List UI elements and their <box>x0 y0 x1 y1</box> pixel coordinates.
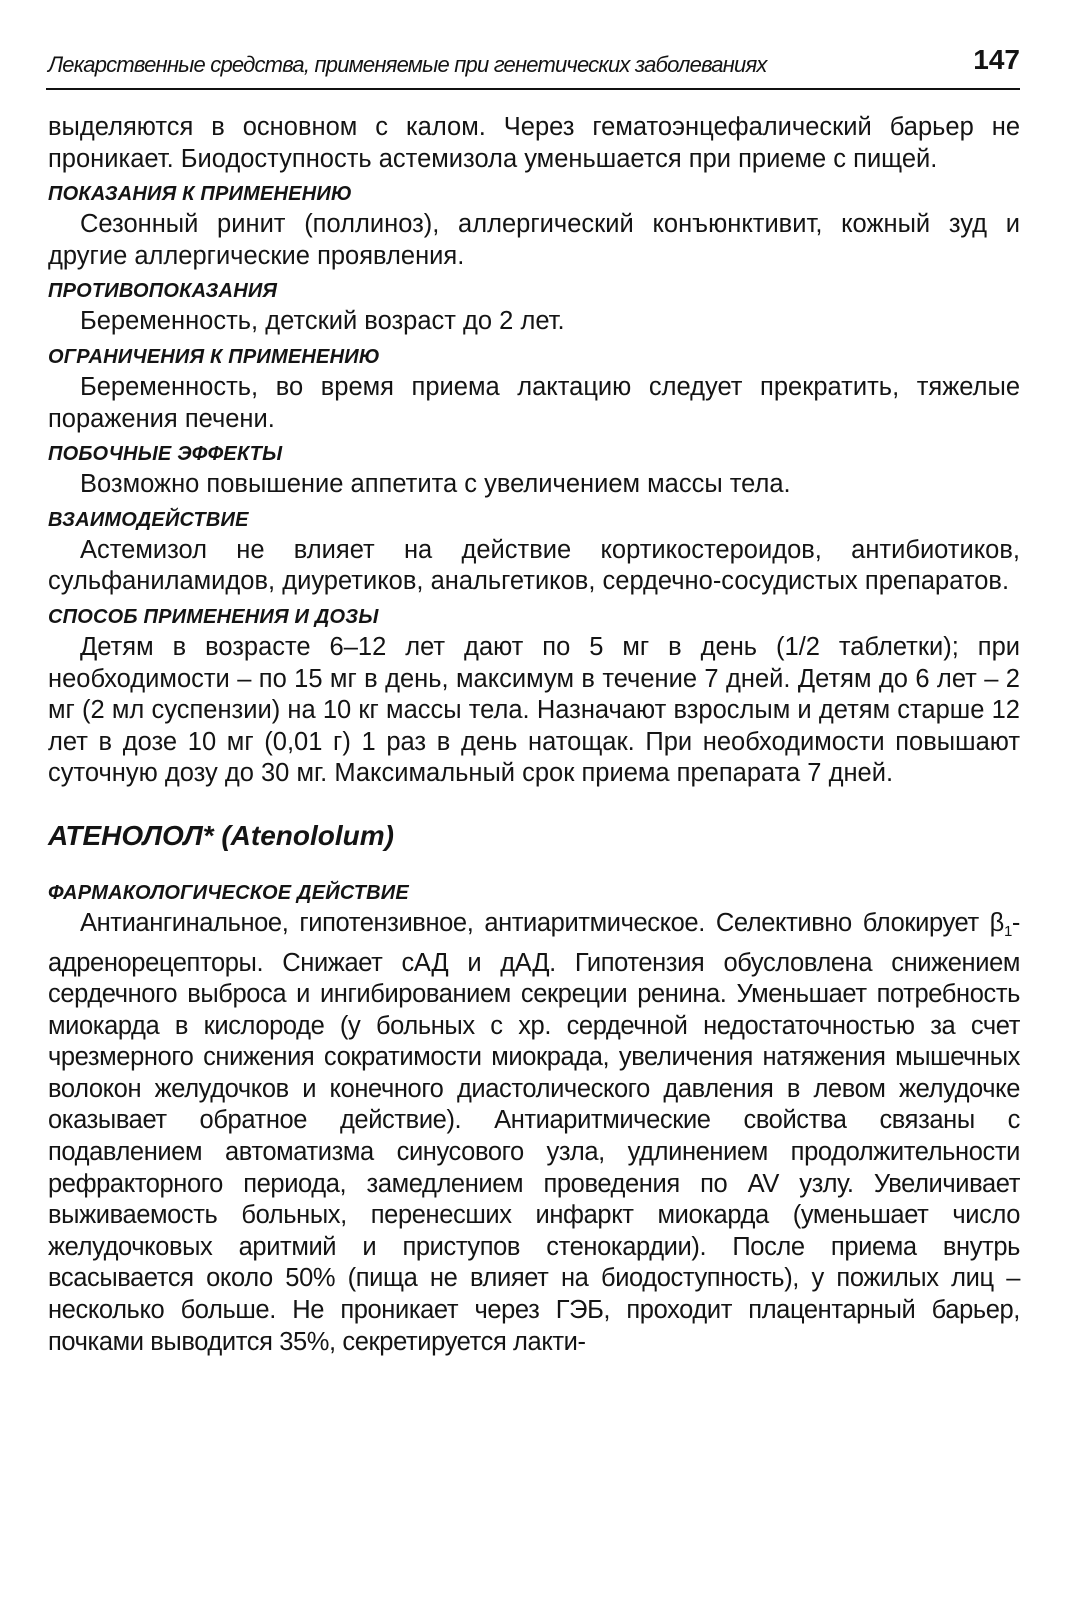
side-effects-text: Возможно повышение аппетита с увеличением массы тела. <box>80 470 791 499</box>
interaction-text: Астемизол не влияет на действие кортикостероидов, антибиотиков, сульфаниламидов, диуретиков, анальгетиков, сердечно-сосудистых препаратов. <box>48 535 1020 596</box>
dosage-text: Детям в возрасте 6–12 лет дают по 5 мг в день (1/2 таблетки); при необходимости – по 15 мг в день, максимум в течение 7 дней. Детям до 6 лет – 2 мг (2 мл суспензии) на 10 кг массы тела. Назначают взрослым и детям старше 12 лет в дозе 10 мг (0,01 г) 1 раз в день натощак. При необходимости повышают суточную дозу до 30 мг. Максимальный срок приема препарата 7 дней. <box>48 632 1020 788</box>
pharmacology-text-start: Антиангинальное, гипотензивное, антиаритмическое. Селективно блокирует β <box>80 908 1004 937</box>
drug-title: АТЕНОЛОЛ* (Atenololum) <box>48 819 394 851</box>
side-effects-heading: ПОБОЧНЫЕ ЭФФЕКТЫ <box>48 443 283 466</box>
indications-heading: ПОКАЗАНИЯ К ПРИМЕНЕНИЮ <box>48 183 352 206</box>
dosage-heading: СПОСОБ ПРИМЕНЕНИЯ И ДОЗЫ <box>48 605 379 628</box>
pharmacology-heading: ФАРМАКОЛОГИЧЕСКОЕ ДЕЙСТВИЕ <box>48 881 409 904</box>
intro-paragraph: выделяются в основном с калом. Через гематоэнцефалический барьер не проникает. Биодоступность астемизола уменьшается при приеме с пищей. <box>48 113 1020 173</box>
restrictions-heading: ОГРАНИЧЕНИЯ К ПРИМЕНЕНИЮ <box>48 345 380 368</box>
page-number: 147 <box>973 44 1020 75</box>
page-body <box>48 112 1020 1358</box>
interaction-heading: ВЗАИМОДЕЙСТВИЕ <box>48 508 249 531</box>
restrictions-text: Беременность, во время приема лактацию следует прекратить, тяжелые поражения печени. <box>48 372 1020 433</box>
contraindications-heading: ПРОТИВОПОКАЗАНИЯ <box>48 280 278 303</box>
pharmacology-text <box>48 908 1020 1358</box>
beta-subscript: 1 <box>1003 922 1012 940</box>
pharmacology-text-rest: -адренорецепторы. Снижает сАД и дАД. Гипотензия обусловлена снижением сердечного выброса и ингибированием секреции ренина. Уменьшает потребность миокарда в кислороде (у больных с хр. сердечной недостаточностью за счет чрезмерного снижения сократимости миокрада, увеличения натяжения мышечных волокон желудочков и конечного диастолического давления в левом желудочке оказывает обратное действие). Антиаритмические свойства связаны с подавлением автоматизма синусового узла, удлинением продолжительности рефракторного периода, замедлением проведения по AV узлу. Увеличивает выживаемость больных, перенесших инфаркт миокарда (уменьшает число желудочковых аритмий и приступов стенокардии). После приема внутрь всасывается около 50% (пища не влияет на биодоступность), у пожилых лиц – несколько больше. Не проникает через ГЭБ, проходит плацентарный барьер, почками выводится 35%, секретируется лакти- <box>48 908 1020 1356</box>
running-header-title: Лекарственные средства, применяемые при генетических заболеваниях <box>48 52 767 77</box>
indications-text: Сезонный ринит (поллиноз), аллергический конъюнктивит, кожный зуд и другие аллергические проявления. <box>48 210 1020 270</box>
contraindications-text: Беременность, детский возраст до 2 лет. <box>80 307 565 336</box>
header-rule <box>46 88 1020 90</box>
